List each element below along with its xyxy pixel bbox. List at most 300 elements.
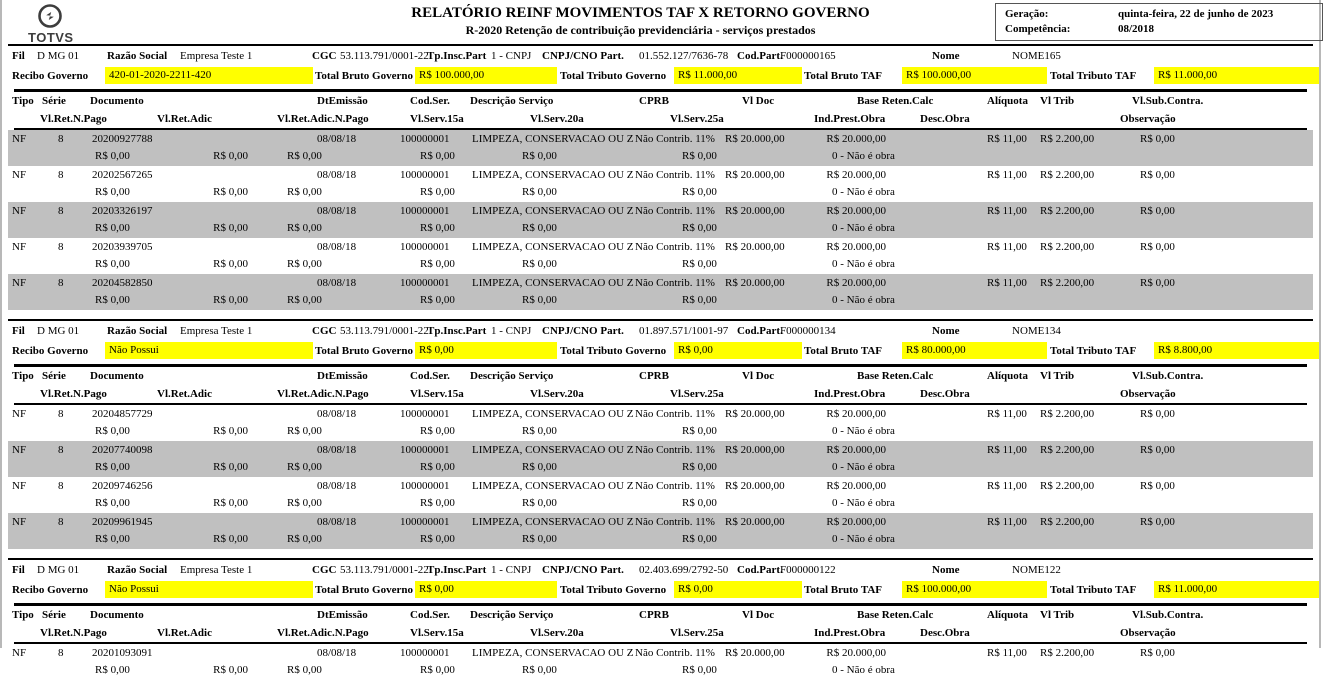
cell-base-reten-calc: R$ 20.000,00 xyxy=(826,480,886,492)
col-header-tipo: Tipo xyxy=(12,369,34,382)
total-tributo-taf-value: R$ 11.000,00 xyxy=(1154,67,1319,84)
cell-vlserv25a: R$ 0,00 xyxy=(682,461,717,473)
razao-social-label: Razão Social xyxy=(107,50,168,62)
cell-aliquota: R$ 11,00 xyxy=(987,241,1027,253)
cell-documento: 20201093091 xyxy=(92,647,153,659)
cell-serie: 8 xyxy=(58,277,64,289)
cell-vlserv25a: R$ 0,00 xyxy=(682,497,717,509)
cell-dtemissao: 08/08/18 xyxy=(317,133,357,145)
cell-codser: 100000001 xyxy=(400,133,450,145)
cell-vlretadic: R$ 0,00 xyxy=(213,258,248,270)
cnpj-cno-part-label: CNPJ/CNO Part. xyxy=(542,325,624,337)
filial-block xyxy=(8,558,1313,680)
col-header-vlsubcontra: Vl.Sub.Contra. xyxy=(1132,608,1204,621)
table-row-line2 xyxy=(8,148,1313,166)
totvs-logo xyxy=(28,3,98,44)
cell-vlsubcontra: R$ 0,00 xyxy=(1140,205,1175,217)
cell-descricao-servico: LIMPEZA, CONSERVACAO OU Z xyxy=(472,169,634,181)
table-row-line2 xyxy=(8,292,1313,310)
total-bruto-taf-value: R$ 100.000,00 xyxy=(902,581,1047,598)
cell-descricao-servico: LIMPEZA, CONSERVACAO OU Z xyxy=(472,277,634,289)
tp-insc-part-value: 1 - CNPJ xyxy=(491,50,532,62)
nome-label: Nome xyxy=(932,564,960,576)
table-row xyxy=(8,238,1313,274)
razao-social-value: Empresa Teste 1 xyxy=(180,50,253,62)
cell-vlretadicnpago: R$ 0,00 xyxy=(287,533,322,545)
filial-block xyxy=(8,319,1313,549)
filial-info-line xyxy=(8,321,1313,341)
fil-value: D MG 01 xyxy=(37,325,80,337)
cell-documento: 20207740098 xyxy=(92,444,153,456)
generation-value: quinta-feira, 22 de junho de 2023 xyxy=(1118,8,1274,20)
tp-insc-part-label: Tp.Insc.Part xyxy=(427,325,487,337)
cell-vlserv20a: R$ 0,00 xyxy=(522,425,557,437)
cell-tipo: NF xyxy=(12,133,27,145)
cell-descricao-servico: LIMPEZA, CONSERVACAO OU Z xyxy=(472,241,634,253)
cell-vlserv15a: R$ 0,00 xyxy=(420,294,455,306)
recibo-totals-line xyxy=(8,580,1313,603)
cell-vldoc: R$ 20.000,00 xyxy=(725,133,785,145)
cell-vlserv15a: R$ 0,00 xyxy=(420,664,455,676)
cell-vlsubcontra: R$ 0,00 xyxy=(1140,480,1175,492)
col-header-documento: Documento xyxy=(90,608,144,621)
table-row-line1 xyxy=(8,274,1313,292)
table-row xyxy=(8,477,1313,513)
cgc-label: CGC xyxy=(312,564,337,576)
col-header-aliquota: Alíquota xyxy=(987,94,1028,107)
cell-codser: 100000001 xyxy=(400,516,450,528)
cell-vldoc: R$ 20.000,00 xyxy=(725,169,785,181)
totvs-circle-icon xyxy=(37,3,98,32)
cell-vldoc: R$ 20.000,00 xyxy=(725,241,785,253)
table-row-line2 xyxy=(8,256,1313,274)
cell-vlretadic: R$ 0,00 xyxy=(213,294,248,306)
total-tributo-governo-value: R$ 0,00 xyxy=(674,581,802,598)
table-header-line2 xyxy=(8,624,1313,642)
total-bruto-taf-label: Total Bruto TAF xyxy=(804,70,883,82)
col-header-vlserv20a: Vl.Serv.20a xyxy=(530,626,584,639)
col-header-cprb: CPRB xyxy=(639,369,669,382)
cell-vlretadicnpago: R$ 0,00 xyxy=(287,258,322,270)
cell-vlserv25a: R$ 0,00 xyxy=(682,533,717,545)
table-row-line2 xyxy=(8,459,1313,477)
cell-vlserv20a: R$ 0,00 xyxy=(522,461,557,473)
tp-insc-part-value: 1 - CNPJ xyxy=(491,325,532,337)
cell-cprb: Não Contrib. 11% xyxy=(635,408,715,420)
cell-vlsubcontra: R$ 0,00 xyxy=(1140,133,1175,145)
cell-dtemissao: 08/08/18 xyxy=(317,169,357,181)
cell-serie: 8 xyxy=(58,408,64,420)
cell-aliquota: R$ 11,00 xyxy=(987,516,1027,528)
cell-dtemissao: 08/08/18 xyxy=(317,516,357,528)
col-header-vlretadic: Vl.Ret.Adic xyxy=(157,112,212,125)
col-header-codser: Cod.Ser. xyxy=(410,608,450,621)
tp-insc-part-label: Tp.Insc.Part xyxy=(427,50,487,62)
cell-aliquota: R$ 11,00 xyxy=(987,169,1027,181)
cell-vldoc: R$ 20.000,00 xyxy=(725,647,785,659)
cell-vlserv25a: R$ 0,00 xyxy=(682,222,717,234)
cell-vlretnpago: R$ 0,00 xyxy=(95,461,130,473)
razao-social-label: Razão Social xyxy=(107,325,168,337)
table-header-line1 xyxy=(8,606,1313,624)
col-header-documento: Documento xyxy=(90,369,144,382)
report-title: RELATÓRIO REINF MOVIMENTOS TAF X RETORNO GOVERNO xyxy=(411,5,870,21)
cell-serie: 8 xyxy=(58,169,64,181)
cell-descricao-servico: LIMPEZA, CONSERVACAO OU Z xyxy=(472,408,634,420)
cell-base-reten-calc: R$ 20.000,00 xyxy=(826,277,886,289)
cell-vldoc: R$ 20.000,00 xyxy=(725,277,785,289)
cell-vltrib: R$ 2.200,00 xyxy=(1040,205,1095,217)
cell-cprb: Não Contrib. 11% xyxy=(635,480,715,492)
table-row xyxy=(8,513,1313,549)
col-header-vltrib: Vl Trib xyxy=(1040,369,1075,382)
cell-vlserv25a: R$ 0,00 xyxy=(682,664,717,676)
cell-dtemissao: 08/08/18 xyxy=(317,444,357,456)
cell-dtemissao: 08/08/18 xyxy=(317,277,357,289)
cell-vlretnpago: R$ 0,00 xyxy=(95,664,130,676)
cell-indprestobra: 0 - Não é obra xyxy=(832,461,895,473)
cell-indprestobra: 0 - Não é obra xyxy=(832,186,895,198)
cell-indprestobra: 0 - Não é obra xyxy=(832,150,895,162)
cell-tipo: NF xyxy=(12,480,27,492)
cell-vlretnpago: R$ 0,00 xyxy=(95,533,130,545)
cell-serie: 8 xyxy=(58,516,64,528)
cell-vltrib: R$ 2.200,00 xyxy=(1040,480,1095,492)
cell-vlserv20a: R$ 0,00 xyxy=(522,186,557,198)
cell-vlsubcontra: R$ 0,00 xyxy=(1140,169,1175,181)
cod-part-value: F000000134 xyxy=(780,325,836,337)
cell-vlserv15a: R$ 0,00 xyxy=(420,258,455,270)
recibo-governo-value: Não Possui xyxy=(105,581,313,598)
cell-base-reten-calc: R$ 20.000,00 xyxy=(826,241,886,253)
fil-label: Fil xyxy=(12,325,25,337)
col-header-codser: Cod.Ser. xyxy=(410,94,450,107)
nome-label: Nome xyxy=(932,50,960,62)
col-header-aliquota: Alíquota xyxy=(987,608,1028,621)
table-row-line2 xyxy=(8,662,1313,680)
total-tributo-taf-value: R$ 11.000,00 xyxy=(1154,581,1319,598)
cell-vlretadic: R$ 0,00 xyxy=(213,664,248,676)
cell-indprestobra: 0 - Não é obra xyxy=(832,294,895,306)
cnpj-cno-part-label: CNPJ/CNO Part. xyxy=(542,50,624,62)
totvs-logo-text: TOTVS xyxy=(28,30,74,45)
col-header-vlretadicnpago: Vl.Ret.Adic.N.Pago xyxy=(277,112,369,125)
cell-vlsubcontra: R$ 0,00 xyxy=(1140,241,1175,253)
cell-vlretadic: R$ 0,00 xyxy=(213,186,248,198)
cell-vlretadicnpago: R$ 0,00 xyxy=(287,150,322,162)
cell-tipo: NF xyxy=(12,205,27,217)
cell-vlserv20a: R$ 0,00 xyxy=(522,664,557,676)
table-row-line2 xyxy=(8,531,1313,549)
table-row-line1 xyxy=(8,166,1313,184)
table-row-line1 xyxy=(8,513,1313,531)
col-header-vlretadicnpago: Vl.Ret.Adic.N.Pago xyxy=(277,387,369,400)
cell-vldoc: R$ 20.000,00 xyxy=(725,516,785,528)
table-header-line2 xyxy=(8,385,1313,403)
col-header-descobra: Desc.Obra xyxy=(920,112,970,125)
cell-vlretnpago: R$ 0,00 xyxy=(95,294,130,306)
col-header-descobra: Desc.Obra xyxy=(920,387,970,400)
col-header-vlserv20a: Vl.Serv.20a xyxy=(530,387,584,400)
cell-indprestobra: 0 - Não é obra xyxy=(832,425,895,437)
col-header-base-reten-calc: Base Reten.Calc xyxy=(857,94,934,107)
cell-documento: 20204857729 xyxy=(92,408,153,420)
cell-cprb: Não Contrib. 11% xyxy=(635,205,715,217)
cell-base-reten-calc: R$ 20.000,00 xyxy=(826,133,886,145)
total-bruto-governo-label: Total Bruto Governo xyxy=(315,70,413,82)
table-row xyxy=(8,441,1313,477)
col-header-vlsubcontra: Vl.Sub.Contra. xyxy=(1132,94,1204,107)
cod-part-label: Cod.Part. xyxy=(737,325,783,337)
col-header-descricao-servico: Descrição Serviço xyxy=(470,94,554,107)
col-header-vlretnpago: Vl.Ret.N.Pago xyxy=(40,387,107,400)
col-header-vlserv25a: Vl.Serv.25a xyxy=(670,626,724,639)
cell-vlsubcontra: R$ 0,00 xyxy=(1140,444,1175,456)
cell-vlserv15a: R$ 0,00 xyxy=(420,222,455,234)
cnpj-cno-part-value: 01.552.127/7636-78 xyxy=(639,50,729,62)
recibo-governo-label: Recibo Governo xyxy=(12,70,89,82)
total-tributo-taf-value: R$ 8.800,00 xyxy=(1154,342,1319,359)
cell-aliquota: R$ 11,00 xyxy=(987,277,1027,289)
col-header-codser: Cod.Ser. xyxy=(410,369,450,382)
cell-descricao-servico: LIMPEZA, CONSERVACAO OU Z xyxy=(472,480,634,492)
cnpj-cno-part-value: 01.897.571/1001-97 xyxy=(639,325,729,337)
table-row xyxy=(8,644,1313,680)
cell-vldoc: R$ 20.000,00 xyxy=(725,480,785,492)
cell-cprb: Não Contrib. 11% xyxy=(635,241,715,253)
razao-social-value: Empresa Teste 1 xyxy=(180,325,253,337)
filial-block xyxy=(8,44,1313,310)
total-tributo-taf-label: Total Tributo TAF xyxy=(1050,70,1137,82)
col-header-base-reten-calc: Base Reten.Calc xyxy=(857,369,934,382)
cell-vldoc: R$ 20.000,00 xyxy=(725,444,785,456)
cell-base-reten-calc: R$ 20.000,00 xyxy=(826,516,886,528)
cell-tipo: NF xyxy=(12,444,27,456)
col-header-dtemissao: DtEmissão xyxy=(317,608,368,621)
cell-base-reten-calc: R$ 20.000,00 xyxy=(826,647,886,659)
cell-documento: 20209746256 xyxy=(92,480,153,492)
cell-aliquota: R$ 11,00 xyxy=(987,480,1027,492)
competencia-label: Competência: xyxy=(1005,23,1071,35)
cell-documento: 20204582850 xyxy=(92,277,153,289)
nome-value: NOME134 xyxy=(1012,325,1061,337)
cell-base-reten-calc: R$ 20.000,00 xyxy=(826,444,886,456)
cell-vlretadicnpago: R$ 0,00 xyxy=(287,461,322,473)
total-bruto-governo-value: R$ 0,00 xyxy=(415,342,557,359)
total-tributo-governo-value: R$ 11.000,00 xyxy=(674,67,802,84)
cell-vltrib: R$ 2.200,00 xyxy=(1040,408,1095,420)
tp-insc-part-label: Tp.Insc.Part xyxy=(427,564,487,576)
table-row-line1 xyxy=(8,441,1313,459)
cell-serie: 8 xyxy=(58,480,64,492)
cell-vltrib: R$ 2.200,00 xyxy=(1040,241,1095,253)
cell-serie: 8 xyxy=(58,133,64,145)
razao-social-label: Razão Social xyxy=(107,564,168,576)
cell-vlretadic: R$ 0,00 xyxy=(213,533,248,545)
filial-info-line xyxy=(8,46,1313,66)
cell-dtemissao: 08/08/18 xyxy=(317,480,357,492)
col-header-vlretnpago: Vl.Ret.N.Pago xyxy=(40,112,107,125)
cell-dtemissao: 08/08/18 xyxy=(317,241,357,253)
table-row-line1 xyxy=(8,130,1313,148)
cell-vlserv25a: R$ 0,00 xyxy=(682,425,717,437)
cell-vlserv20a: R$ 0,00 xyxy=(522,497,557,509)
col-header-vlserv15a: Vl.Serv.15a xyxy=(410,387,464,400)
table-rows xyxy=(8,405,1313,549)
cell-vlretadic: R$ 0,00 xyxy=(213,497,248,509)
table-rows xyxy=(8,644,1313,680)
cell-descricao-servico: LIMPEZA, CONSERVACAO OU Z xyxy=(472,205,634,217)
cell-vlretnpago: R$ 0,00 xyxy=(95,425,130,437)
total-tributo-governo-label: Total Tributo Governo xyxy=(560,584,667,596)
cell-codser: 100000001 xyxy=(400,205,450,217)
cell-aliquota: R$ 11,00 xyxy=(987,444,1027,456)
cell-serie: 8 xyxy=(58,205,64,217)
cell-vlretadicnpago: R$ 0,00 xyxy=(287,294,322,306)
cell-tipo: NF xyxy=(12,647,27,659)
col-header-vlserv20a: Vl.Serv.20a xyxy=(530,112,584,125)
razao-social-value: Empresa Teste 1 xyxy=(180,564,253,576)
cell-vlretadic: R$ 0,00 xyxy=(213,425,248,437)
cell-dtemissao: 08/08/18 xyxy=(317,647,357,659)
col-header-serie: Série xyxy=(42,369,66,382)
cell-vlretadicnpago: R$ 0,00 xyxy=(287,497,322,509)
col-header-descricao-servico: Descrição Serviço xyxy=(470,608,554,621)
cgc-value: 53.113.791/0001-22 xyxy=(340,50,429,62)
table-header-line2 xyxy=(8,110,1313,128)
col-header-aliquota: Alíquota xyxy=(987,369,1028,382)
cell-codser: 100000001 xyxy=(400,241,450,253)
cell-codser: 100000001 xyxy=(400,169,450,181)
cell-vlretadicnpago: R$ 0,00 xyxy=(287,664,322,676)
table-row-line1 xyxy=(8,202,1313,220)
fil-label: Fil xyxy=(12,50,25,62)
col-header-tipo: Tipo xyxy=(12,94,34,107)
cell-vlserv15a: R$ 0,00 xyxy=(420,461,455,473)
total-tributo-governo-value: R$ 0,00 xyxy=(674,342,802,359)
cgc-label: CGC xyxy=(312,50,337,62)
cell-vlserv20a: R$ 0,00 xyxy=(522,150,557,162)
cell-serie: 8 xyxy=(58,647,64,659)
col-header-serie: Série xyxy=(42,94,66,107)
cell-indprestobra: 0 - Não é obra xyxy=(832,664,895,676)
cell-vlserv15a: R$ 0,00 xyxy=(420,425,455,437)
cell-indprestobra: 0 - Não é obra xyxy=(832,222,895,234)
table-row-line1 xyxy=(8,644,1313,662)
table-header-line1 xyxy=(8,367,1313,385)
total-bruto-governo-label: Total Bruto Governo xyxy=(315,584,413,596)
col-header-observacao: Observação xyxy=(1120,626,1176,639)
col-header-cprb: CPRB xyxy=(639,608,669,621)
cell-descricao-servico: LIMPEZA, CONSERVACAO OU Z xyxy=(472,133,634,145)
cell-codser: 100000001 xyxy=(400,408,450,420)
col-header-vlserv15a: Vl.Serv.15a xyxy=(410,112,464,125)
total-bruto-taf-value: R$ 80.000,00 xyxy=(902,342,1047,359)
tp-insc-part-value: 1 - CNPJ xyxy=(491,564,532,576)
cell-vlretnpago: R$ 0,00 xyxy=(95,222,130,234)
col-header-vldoc: Vl Doc xyxy=(742,94,775,107)
cell-base-reten-calc: R$ 20.000,00 xyxy=(826,408,886,420)
cell-vlserv20a: R$ 0,00 xyxy=(522,258,557,270)
cell-serie: 8 xyxy=(58,241,64,253)
total-tributo-taf-label: Total Tributo TAF xyxy=(1050,584,1137,596)
cell-documento: 20202567265 xyxy=(92,169,153,181)
cell-vlserv15a: R$ 0,00 xyxy=(420,186,455,198)
cnpj-cno-part-value: 02.403.699/2792-50 xyxy=(639,564,729,576)
cell-vlretadicnpago: R$ 0,00 xyxy=(287,222,322,234)
cell-cprb: Não Contrib. 11% xyxy=(635,133,715,145)
cell-vlserv20a: R$ 0,00 xyxy=(522,294,557,306)
col-header-indprestobra: Ind.Prest.Obra xyxy=(814,626,886,639)
col-header-vlsubcontra: Vl.Sub.Contra. xyxy=(1132,369,1204,382)
total-bruto-taf-label: Total Bruto TAF xyxy=(804,584,883,596)
report-header xyxy=(2,0,1319,44)
cell-vlserv20a: R$ 0,00 xyxy=(522,222,557,234)
cell-tipo: NF xyxy=(12,241,27,253)
col-header-vlretnpago: Vl.Ret.N.Pago xyxy=(40,626,107,639)
col-header-vlserv15a: Vl.Serv.15a xyxy=(410,626,464,639)
cell-vltrib: R$ 2.200,00 xyxy=(1040,277,1095,289)
nome-value: NOME165 xyxy=(1012,50,1061,62)
cell-vlretnpago: R$ 0,00 xyxy=(95,186,130,198)
cell-vldoc: R$ 20.000,00 xyxy=(725,205,785,217)
total-tributo-governo-label: Total Tributo Governo xyxy=(560,70,667,82)
cell-tipo: NF xyxy=(12,408,27,420)
col-header-descobra: Desc.Obra xyxy=(920,626,970,639)
total-bruto-governo-label: Total Bruto Governo xyxy=(315,345,413,357)
cell-vltrib: R$ 2.200,00 xyxy=(1040,516,1095,528)
col-header-vlretadicnpago: Vl.Ret.Adic.N.Pago xyxy=(277,626,369,639)
table-row-line2 xyxy=(8,495,1313,513)
col-header-dtemissao: DtEmissão xyxy=(317,94,368,107)
col-header-vldoc: Vl Doc xyxy=(742,608,775,621)
recibo-governo-label: Recibo Governo xyxy=(12,345,89,357)
report-titles xyxy=(302,4,979,38)
cell-aliquota: R$ 11,00 xyxy=(987,205,1027,217)
cell-aliquota: R$ 11,00 xyxy=(987,408,1027,420)
table-row-line2 xyxy=(8,423,1313,441)
cell-dtemissao: 08/08/18 xyxy=(317,408,357,420)
filial-blocks xyxy=(2,44,1319,680)
cell-vltrib: R$ 2.200,00 xyxy=(1040,133,1095,145)
cell-cprb: Não Contrib. 11% xyxy=(635,647,715,659)
table-row xyxy=(8,405,1313,441)
cell-vltrib: R$ 2.200,00 xyxy=(1040,169,1095,181)
cell-descricao-servico: LIMPEZA, CONSERVACAO OU Z xyxy=(472,444,634,456)
cell-vlretnpago: R$ 0,00 xyxy=(95,258,130,270)
cell-vlretadic: R$ 0,00 xyxy=(213,150,248,162)
cell-codser: 100000001 xyxy=(400,277,450,289)
cell-cprb: Não Contrib. 11% xyxy=(635,277,715,289)
cell-vlserv15a: R$ 0,00 xyxy=(420,533,455,545)
cell-base-reten-calc: R$ 20.000,00 xyxy=(826,169,886,181)
cod-part-value: F000000122 xyxy=(780,564,836,576)
cell-vlretadicnpago: R$ 0,00 xyxy=(287,186,322,198)
nome-value: NOME122 xyxy=(1012,564,1061,576)
cell-vlsubcontra: R$ 0,00 xyxy=(1140,408,1175,420)
cell-indprestobra: 0 - Não é obra xyxy=(832,533,895,545)
cell-vldoc: R$ 20.000,00 xyxy=(725,408,785,420)
cell-documento: 20209961945 xyxy=(92,516,153,528)
cell-vlserv25a: R$ 0,00 xyxy=(682,258,717,270)
cell-vlretnpago: R$ 0,00 xyxy=(95,150,130,162)
table-rows xyxy=(8,130,1313,310)
cell-dtemissao: 08/08/18 xyxy=(317,205,357,217)
generation-info-box xyxy=(995,3,1323,41)
table-row xyxy=(8,130,1313,166)
table-header-line1 xyxy=(8,92,1313,110)
col-header-tipo: Tipo xyxy=(12,608,34,621)
